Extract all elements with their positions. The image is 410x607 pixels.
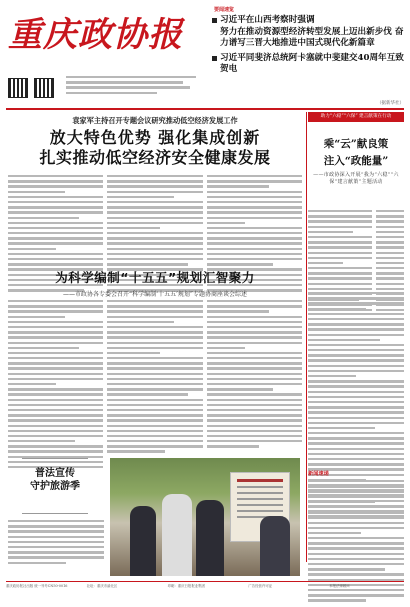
masthead <box>8 12 208 58</box>
lead-kicker: 袁家军主持召开专题会议研究推动低空经济发展工作 <box>72 116 238 125</box>
footer-col: 社址：重庆市渝北区 <box>86 584 118 588</box>
footer-col: 广告经营许可证 <box>248 584 273 588</box>
sidebar-headline: 乘“云”献良策 <box>323 138 389 150</box>
footer-col: 印刷：重庆日报报业集团 <box>167 584 205 588</box>
sidebar-news-label: 新闻速递 <box>308 471 329 477</box>
top-news-item[interactable] <box>212 53 404 76</box>
newspaper-logo: 重庆政协报 <box>8 15 183 55</box>
qr-code-icon <box>8 78 28 98</box>
news-photo <box>110 458 300 576</box>
feature-headline[interactable]: 为科学编制“十五五”规划汇智聚力 <box>55 270 255 285</box>
inset-title-2: 守护旅游季 <box>30 481 80 492</box>
sidebar-banner: 助力“六稳”“六保” 建言献策在行动 <box>308 112 404 122</box>
lead-headline[interactable]: 放大特色优势 强化集成创新 <box>49 128 261 147</box>
publication-info <box>66 76 196 94</box>
top-news-item[interactable] <box>212 15 404 50</box>
inset-box[interactable] <box>22 458 88 514</box>
article-column <box>8 300 103 468</box>
article-column <box>107 300 202 468</box>
inset-title: 普法宣传 <box>35 468 75 479</box>
footer <box>6 584 404 589</box>
footer-col: 重庆政协报社出版 统一刊号CN50-0016 <box>6 584 68 588</box>
feature-story <box>8 268 302 298</box>
bullet-square-icon <box>212 56 217 61</box>
sidebar-divider <box>306 112 307 562</box>
article-column <box>207 300 302 468</box>
sidebar-title[interactable] <box>308 136 404 185</box>
top-news-label: 要闻速览 <box>214 7 235 13</box>
top-news <box>212 15 404 79</box>
editor-tag: （据新华社） <box>377 101 404 106</box>
bullet-square-icon <box>212 18 217 23</box>
qr-code-row <box>8 78 54 98</box>
feature-body <box>8 300 302 468</box>
lead-headline-2[interactable]: 扎实推动低空经济安全健康发展 <box>39 148 271 167</box>
qr-code-icon <box>34 78 54 98</box>
top-news-item-subtitle: 努力在推动资源型经济转型发展上迈出新步伐 奋力谱写三晋大地推进中国式现代化新篇章 <box>220 26 404 48</box>
feature-subhead: ——市政协各专委会召开“科学编制‘十五五’规划”专题协商座谈会综述 <box>63 291 247 298</box>
top-news-item-title: 习近平同斐济总统阿卡塞就中斐建交40周年互致贺电 <box>220 52 404 74</box>
inset-body <box>8 520 104 564</box>
footer-col: 本报法律顾问 <box>329 584 350 588</box>
sidebar-subtitle: ——市政协深入开展“我为“六稳”“六保”建言献策”主题活动 <box>313 172 399 185</box>
top-news-item-title: 习近平在山西考察时强调 <box>220 15 315 25</box>
lead-story <box>8 112 302 168</box>
sidebar-headline-2: 注入“政能量” <box>323 155 389 167</box>
footer-divider <box>6 581 404 582</box>
masthead-divider <box>6 108 404 110</box>
sidebar <box>308 112 404 185</box>
